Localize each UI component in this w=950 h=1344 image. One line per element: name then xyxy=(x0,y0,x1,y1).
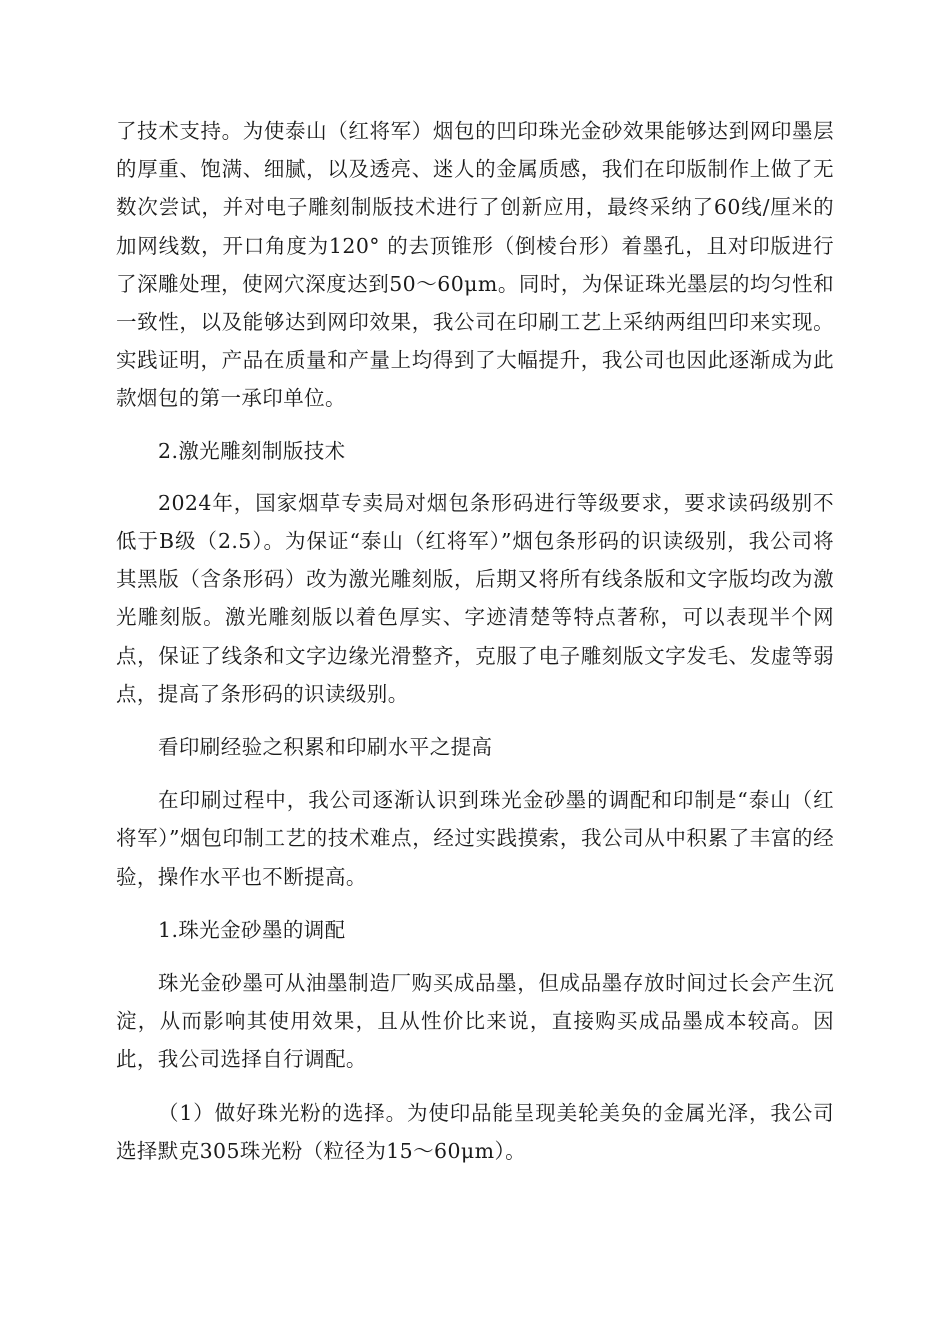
section-heading-experience: 看印刷经验之积累和印刷水平之提高 xyxy=(158,735,493,760)
paragraph-ink-mixing: 珠光金砂墨可从油墨制造厂购买成品墨，但成品墨存放时间过长会产生沉淀，从而影响其使用效果，且从性价比来说，直接购买成品墨成本较高。因此，我公司选择自行调配。 xyxy=(116,971,834,1072)
paragraph-plate-making: 了技术支持。为使泰山（红将军）烟包的凹印珠光金砂效果能够达到网印墨层的厚重、饱满、细腻，以及透亮、迷人的金属质感，我们在印版制作上做了无数次尝试，并对电子雕刻制版技术进行了创新应用，最终采纳了60线/厘米的加网线数，开口角度为120° 的去顶锥形（倒棱台形）着墨孔，且对印版进行了深雕处理，使网穴深度达到50～60μm。同时，为保证珠光墨层的均匀性和一致性，以及能够达到网印效果，我公司在印刷工艺上采纳两组凹印来实现。实践证明，产品在质量和产量上均得到了大幅提升，我公司也因此逐渐成为此款烟包的第一承印单位。 xyxy=(116,119,834,411)
paragraph-pearl-powder: （1）做好珠光粉的选择。为使印品能呈现美轮美奂的金属光泽，我公司选择默克305珠光粉（粒径为15～60μm）。 xyxy=(116,1100,834,1163)
paragraph-experience: 在印刷过程中，我公司逐渐认识到珠光金砂墨的调配和印制是“泰山（红将军）”烟包印制工艺的技术难点，经过实践摸索，我公司从中积累了丰富的经验，操作水平也不断提高。 xyxy=(116,788,834,889)
paragraph-laser-engraving: 2024年，国家烟草专卖局对烟包条形码进行等级要求，要求读码级别不低于B级（2.5）。为保证“泰山（红将军）”烟包条形码的识读级别，我公司将其黑版（含条形码）改为激光雕刻版，后期又将所有线条版和文字版均改为激光雕刻版。激光雕刻版以着色厚实、字迹清楚等特点著称，可以表现半个网点，保证了线条和文字边缘光滑整齐，克服了电子雕刻版文字发毛、发虚等弱点，提高了条形码的识读级别。 xyxy=(116,490,834,706)
section-heading-ink-mixing: 1.珠光金砂墨的调配 xyxy=(158,917,346,942)
section-heading-laser-engraving: 2.激光雕刻制版技术 xyxy=(158,438,346,463)
document-body xyxy=(116,112,834,1170)
